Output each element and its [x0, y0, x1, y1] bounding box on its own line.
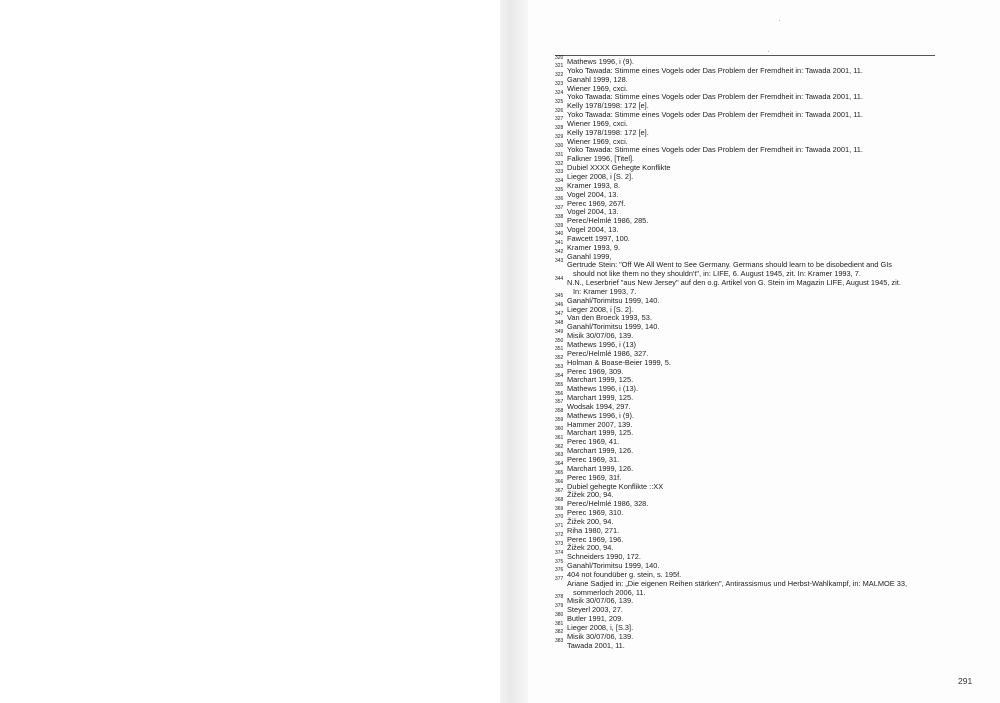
footnote-number: 372 — [555, 532, 564, 539]
footnote-text: Falkner 1996, [Titel]. — [567, 154, 635, 164]
footnote-number: 348 — [555, 319, 564, 326]
footnote-text: Perec/Helmlé 1986, 328. — [567, 499, 649, 509]
footnote-number: 325 — [555, 98, 564, 105]
footnote-text: Yoko Tawada: Stimme eines Vogels oder Das Problem der Fremdheit in: Tawada 2001, 11. — [567, 65, 863, 75]
footnote-continuation: sommerloch 2006, 11. — [573, 587, 646, 597]
footnote-number: 326 — [555, 107, 564, 114]
footnote-number: 338 — [555, 213, 564, 220]
footnote-number: 359 — [555, 417, 564, 424]
footnote-number: 361 — [555, 434, 564, 441]
footnote-number: 350 — [555, 337, 564, 344]
footnote-text: Kramer 1993, 8. — [567, 180, 620, 190]
footnote-text: Kramer 1993, 9. — [567, 242, 620, 252]
footnote-text: Mathews 1996, i (13). — [567, 384, 639, 394]
footnote-text: Kelly 1978/1998: 172 [e]. — [567, 127, 649, 137]
footnote-number: 341 — [555, 240, 564, 247]
footnote-number: 344 — [555, 275, 564, 282]
footnote-number: 320 — [555, 54, 564, 61]
footnote-text: Butler 1991, 209. — [567, 614, 624, 624]
footnote-number: 352 — [555, 355, 564, 362]
footnote-text: Lieger 2008, i, [S.3]. — [567, 623, 634, 632]
footnote-number: 356 — [555, 390, 564, 397]
footnote-text: Žižek 200, 94. — [567, 543, 614, 553]
footnote-number: 351 — [555, 346, 564, 353]
footnote-number: 365 — [555, 470, 564, 477]
footnote-number: 374 — [555, 549, 564, 556]
footnote-continuation: In: Kramer 1993, 7. — [573, 286, 637, 296]
footnote-text: Perec/Helmlé 1986, 285. — [567, 216, 649, 226]
footnote-number: 368 — [555, 496, 564, 503]
footnote-number: 332 — [555, 160, 564, 167]
footnote-text: N.N., Leserbrief "aus New Jersey" auf den o.g. Artikel von G. Stein im Magazin LIFE, August 1945, zit. — [567, 278, 901, 288]
footnote-number: 383 — [555, 638, 564, 645]
footnote-text: Schneiders 1990, 172. — [567, 552, 641, 562]
footnote — [555, 576, 940, 598]
footnote-number: 324 — [555, 89, 564, 96]
footnote-number: 336 — [555, 196, 564, 202]
footnote-number: 323 — [555, 81, 564, 88]
footnote-text: Yoko Tawada: Stimme eines Vogels oder Das Problem der Fremdheit in: Tawada 2001, 11. — [567, 145, 863, 155]
footnote-text: Lieger 2008, i [S. 2]. — [567, 171, 634, 181]
footnotes-list — [555, 54, 940, 651]
footnote-text: Wodsak 1994, 297. — [567, 401, 631, 411]
footnote-text: Ganahl 1999, — [567, 251, 612, 261]
footnote-number: 364 — [555, 461, 564, 468]
footnote-text: Hammer 2007, 139. — [567, 419, 633, 429]
footnote-text: Ganahl/Torimitsu 1999, 140. — [567, 561, 660, 571]
footnote-text: Perec 1969, 196. — [567, 534, 624, 544]
footnote-number: 363 — [555, 452, 564, 459]
footnote-number: 357 — [555, 399, 564, 406]
footnote-text: Tawada 2001, 11. — [567, 640, 625, 650]
footnote-number: 333 — [555, 169, 564, 176]
footnote-continuation: should not like them no they shouldn't", in: LIFE, 6. August 1945, zit. In: Kramer 1993, 7. — [573, 269, 861, 279]
footnote-number: 331 — [555, 151, 564, 158]
footnote-text: Perec 1969, 41. — [567, 437, 620, 447]
footnote-text: Vogel 2004, 13. — [567, 225, 619, 235]
footnote-text: Vogel 2004, 13. — [567, 207, 619, 217]
footnote-number: 343 — [555, 257, 564, 264]
footnote-number: 340 — [555, 231, 564, 238]
footnote-text: Wiener 1969, cxci. — [567, 136, 628, 146]
footnote-number: 353 — [555, 364, 564, 371]
footnote-text: Misik 30/07/06, 139. — [567, 596, 634, 606]
footnote-number: 373 — [555, 540, 564, 547]
footnote-number: 367 — [555, 487, 564, 494]
footnote-text: Van den Broeck 1993, 53. — [567, 313, 652, 323]
footnote-number: 370 — [555, 514, 564, 521]
footnote-text: Holman & Boase-Beier 1999, 5. — [567, 357, 671, 367]
footnote-number: 342 — [555, 249, 564, 256]
footnote-text: Wiener 1969, cxci. — [567, 83, 628, 93]
footnote-text: Perec 1969, 310. — [567, 508, 624, 518]
footnote-number: 376 — [555, 567, 564, 574]
footnote — [555, 257, 940, 279]
footnote-number: 321 — [555, 63, 564, 70]
footnote-number: 379 — [555, 602, 564, 609]
footnote-text: Yoko Tawada: Stimme eines Vogels oder Das Problem der Fremdheit in: Tawada 2001, 11. — [567, 92, 863, 102]
footnote-number: 366 — [555, 479, 564, 485]
footnote-text: Perec/Helmlé 1986, 327. — [567, 348, 649, 358]
footnote-number: 334 — [555, 178, 564, 185]
footnote-text: Perec 1969, 267f. — [567, 198, 626, 208]
footnote-number: 369 — [555, 505, 564, 512]
footnote — [555, 638, 940, 651]
footnote-text: Mathews 1996, i (13) — [567, 340, 637, 349]
footnote-number: 371 — [555, 523, 564, 530]
scan-speck — [768, 51, 769, 52]
footnote-text: Perec 1969, 31. — [567, 454, 620, 464]
footnote-text: Perec 1969, 309. — [567, 366, 624, 376]
footnote-text: Gertrude Stein: "Off We All Went to See Germany. Germans should learn to be disobedient and GIs — [567, 260, 892, 270]
footnote-text: Marchart 1999, 125. — [567, 393, 634, 403]
book-gutter — [500, 0, 528, 703]
footnote-text: Yoko Tawada: Stimme eines Vogels oder Das Problem der Fremdheit in: Tawada 2001, 11. — [567, 110, 863, 120]
footnote-text: Ganahl 1999, 128. — [567, 74, 628, 84]
footnote-number: 378 — [555, 593, 564, 600]
footnote-number: 360 — [555, 425, 564, 432]
footnote-number: 330 — [555, 142, 564, 149]
footnote-number: 327 — [555, 116, 564, 123]
footnote-number: 339 — [555, 222, 564, 229]
footnote-text: Wiener 1969, cxci. — [567, 118, 628, 128]
footnote-separator-rule — [555, 55, 935, 56]
footnote-number: 377 — [555, 576, 564, 583]
footnote-text: Mathews 1996, i (9). — [567, 57, 634, 66]
footnote-text: Dubiel XXXX Gehegte Konflikte — [567, 163, 671, 173]
footnote-number: 337 — [555, 204, 564, 211]
footnote-number: 381 — [555, 620, 564, 627]
footnote-text: Žižek 200, 94. — [567, 490, 614, 500]
scan-speck — [779, 20, 780, 21]
footnote-number: 355 — [555, 381, 564, 388]
footnote-number: 349 — [555, 328, 564, 335]
footnote-number: 354 — [555, 372, 564, 379]
footnote-text: Žižek 200, 94. — [567, 516, 614, 526]
footnote-number: 375 — [555, 558, 564, 565]
footnote-text: Fawcett 1997, 100. — [567, 233, 630, 243]
footnote-text: Ganahl/Torimitsu 1999, 140. — [567, 322, 660, 332]
footnote-number: 322 — [555, 72, 564, 79]
footnote-number: 358 — [555, 408, 564, 415]
footnote-text: Mathews 1996, i (9). — [567, 410, 634, 420]
footnote-number: 346 — [555, 302, 564, 309]
footnote-text: Steyerl 2003, 27. — [567, 605, 623, 615]
footnote-text: Marchart 1999, 126. — [567, 446, 634, 456]
page-number: 291 — [958, 676, 973, 686]
footnote-text: Perec 1969, 31f. — [567, 472, 622, 482]
footnote-text: Kelly 1978/1998: 172 [e]. — [567, 101, 649, 111]
footnote-text: Marchart 1999, 125. — [567, 375, 634, 385]
footnote-text: Marchart 1999, 125. — [567, 428, 634, 438]
footnote-text: Vogel 2004, 13. — [567, 189, 619, 199]
footnote-number: 362 — [555, 443, 564, 450]
footnote-number: 347 — [555, 310, 564, 317]
footnote-number: 328 — [555, 125, 564, 132]
footnote-number: 329 — [555, 134, 564, 141]
footnote-text: Ganahl/Torimitsu 1999, 140. — [567, 295, 660, 305]
footnote-text: Lieger 2008, i [S. 2]. — [567, 304, 634, 314]
footnote-number: 345 — [555, 293, 564, 300]
footnote-number: 382 — [555, 629, 564, 636]
footnote-text: 404 not foundüber g. stein, s. 195f. — [567, 569, 682, 579]
footnote-number: 380 — [555, 611, 564, 618]
footnote-text: Dubiel gehegte Konflikte ::XX — [567, 481, 664, 491]
footnote-text: Misik 30/07/06, 139. — [567, 331, 634, 341]
footnote-text: Ariane Sadjed in: „Die eigenen Reihen stärken", Antirassismus und Herbst-Wahlkampf, in: MALMOE 33, — [567, 578, 908, 588]
footnote-text: Marchart 1999, 126. — [567, 463, 634, 473]
footnote-text: Riha 1980, 271. — [567, 525, 620, 535]
footnote-text: Misik 30/07/06, 139. — [567, 631, 634, 641]
footnote-number: 335 — [555, 187, 564, 194]
